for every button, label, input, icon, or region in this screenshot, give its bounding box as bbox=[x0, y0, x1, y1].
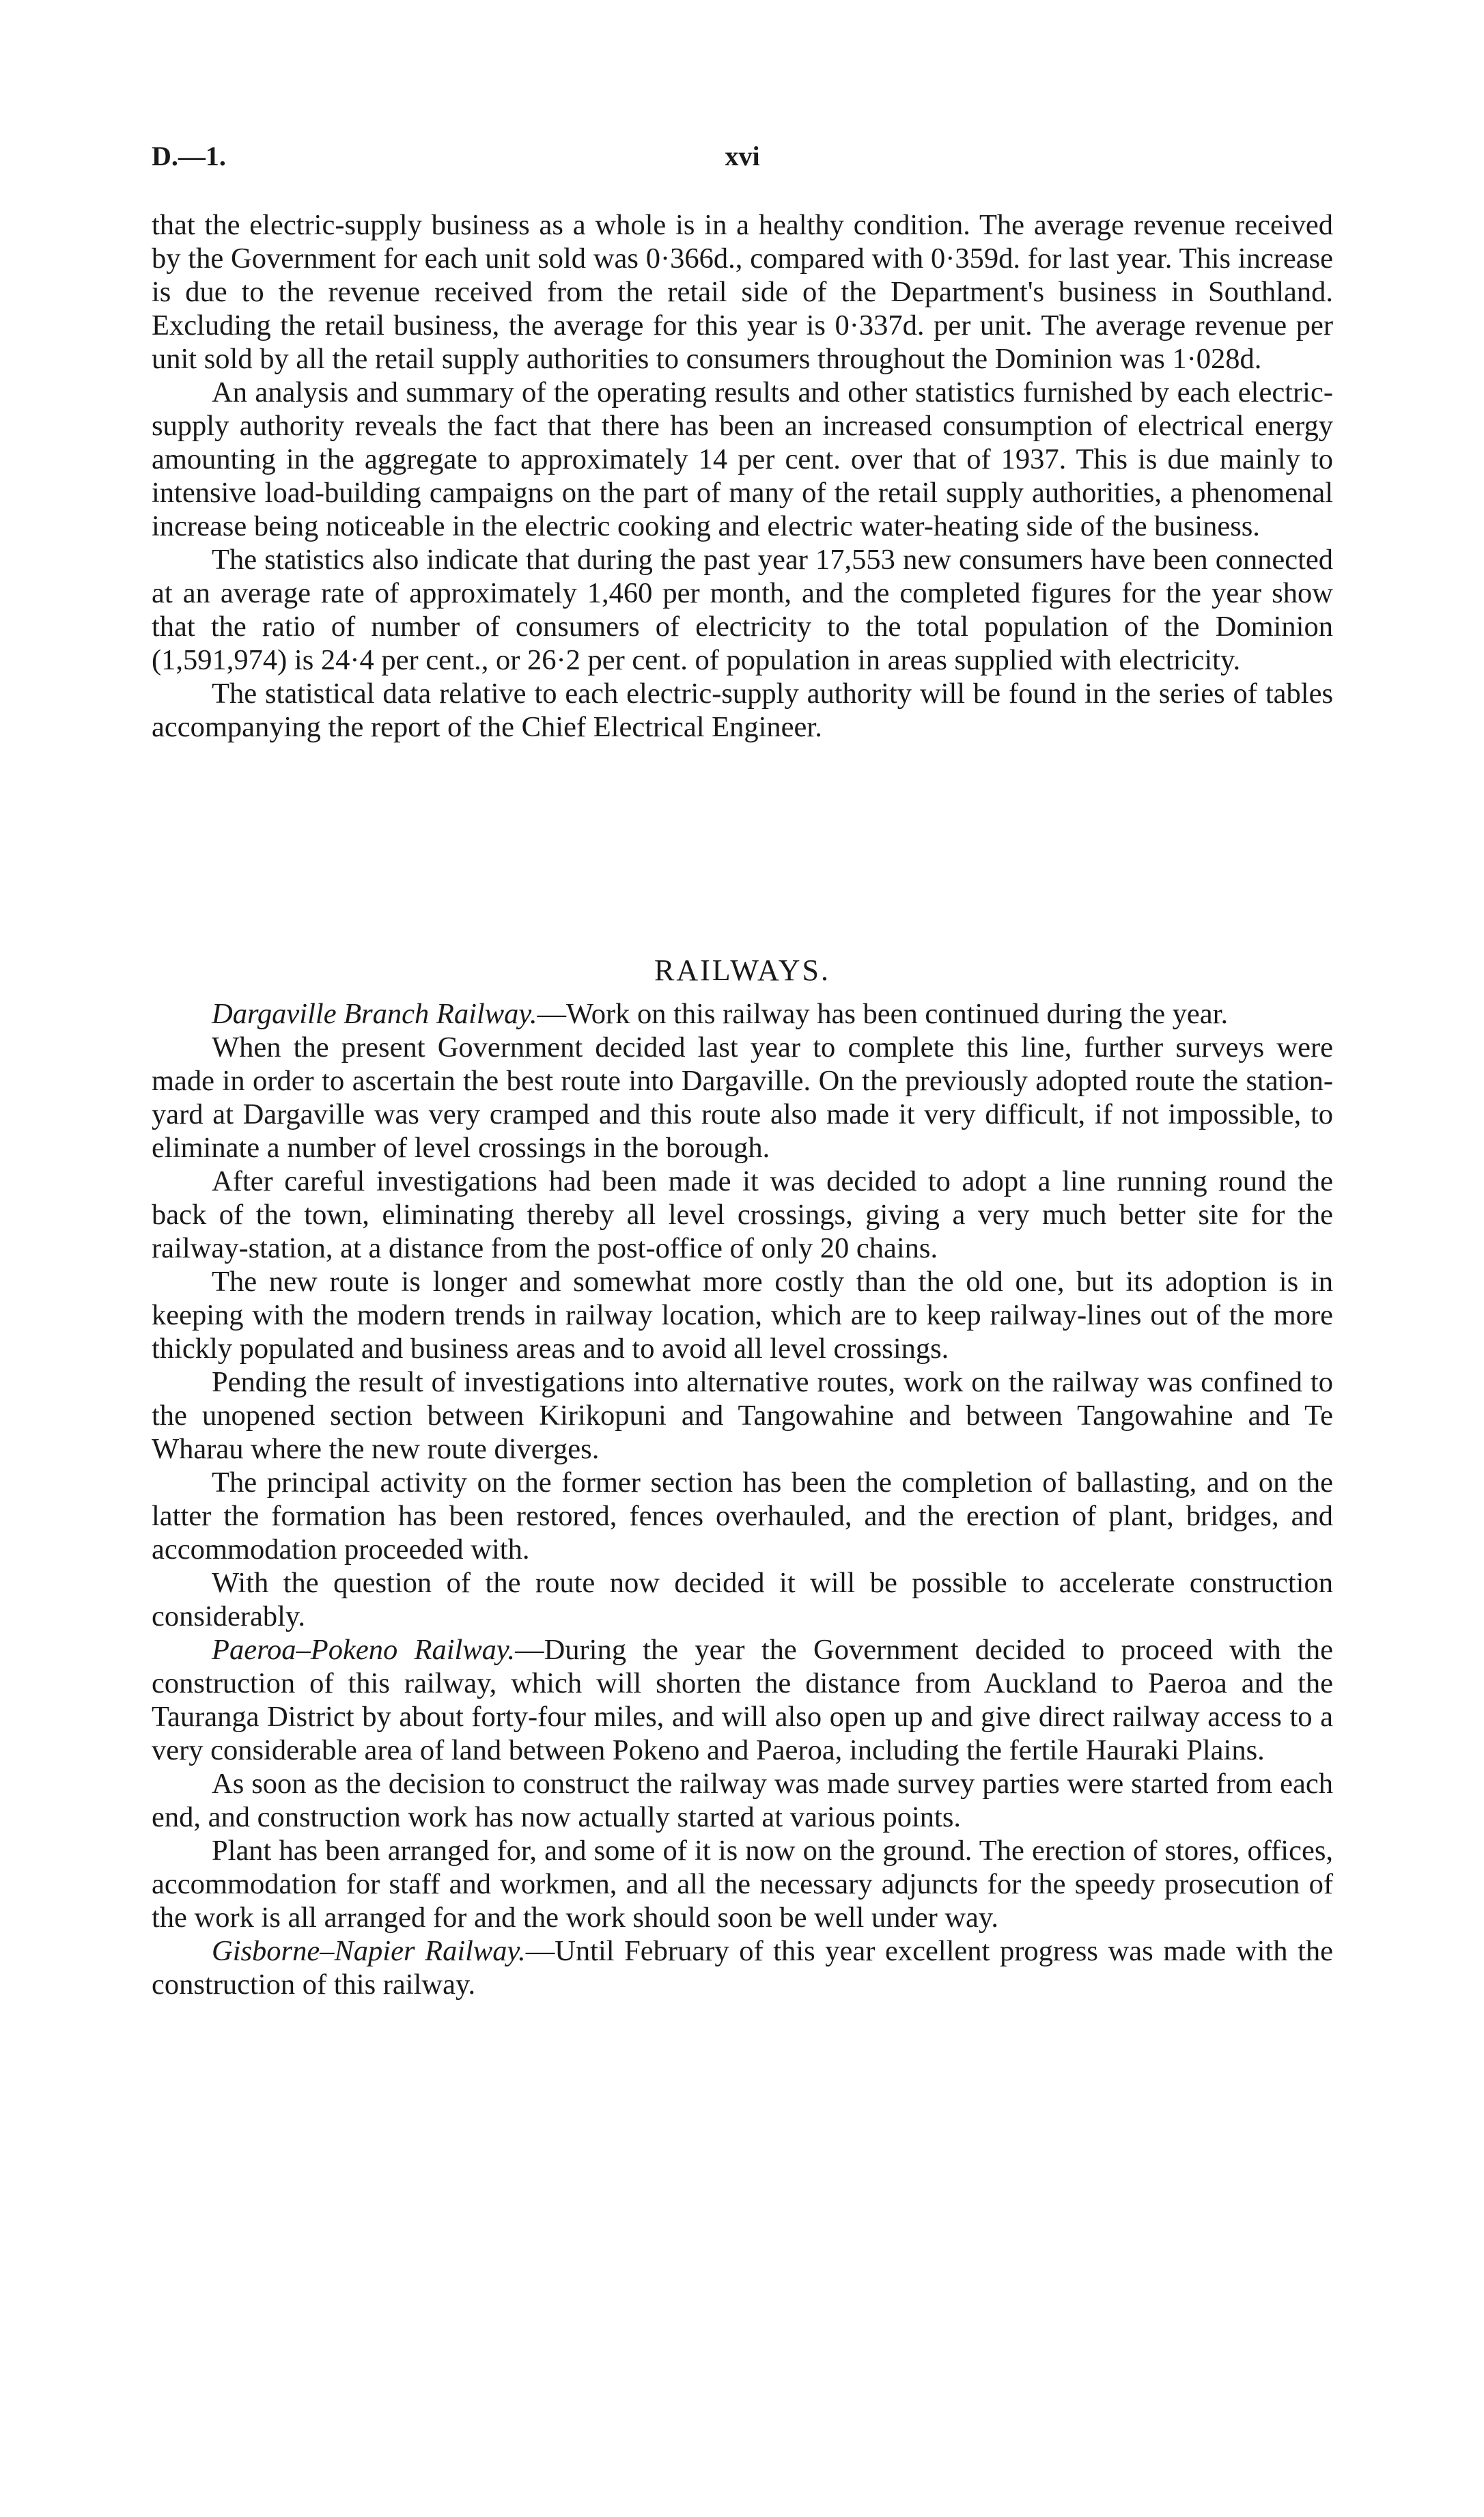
paragraph bbox=[152, 997, 1333, 1031]
paragraph: After careful investigations had been made it was decided to adopt a line running round the back of the town, eliminating thereby all level crossings, giving a very much better site for the railway-station, at a distance from the post-office of only 20 chains. bbox=[152, 1165, 1333, 1264]
run-in-heading: Gisborne–Napier Railway. bbox=[212, 1935, 526, 1967]
paragraph: An analysis and summary of the operating results and other statistics furnished by each electric-supply authority reveals the fact that there has been an increased consumption of electrical energy amounting in the aggregate to approximately 14 per cent. over that of 1937. This is due mainly to intensive load-building campaigns on the part of many of the retail supply authorities, a phenomenal increase being noticeable in the electric cooking and electric water-heating side of the business. bbox=[152, 376, 1333, 542]
section-heading: RAILWAYS. bbox=[654, 954, 831, 987]
paragraph: The principal activity on the former section has been the completion of ballasting, and on the latter the formation has been restored, fences overhauled, and the erection of plant, bridges, and accommodation proceeded with. bbox=[152, 1466, 1333, 1566]
paragraph-text: —During the year the Government decided to proceed with the construction of this railway, which will shorten the distance from Auckland to Paeroa and the Tauranga District by about forty-four miles, and will also open up and give direct railway access to a very considerable area of land between Pokeno and Paeroa, including the fertile Hauraki Plains. bbox=[152, 1634, 1333, 1766]
run-in-heading: Dargaville Branch Railway. bbox=[212, 998, 537, 1030]
paragraph: As soon as the decision to construct the railway was made survey parties were started from each end, and construction work has now actually started at various points. bbox=[152, 1768, 1333, 1833]
railways-section bbox=[152, 997, 1333, 2001]
paragraph: Plant has been arranged for, and some of it is now on the ground. The erection of stores, offices, accommodation for staff and workmen, and all the necessary adjuncts for the speedy prosecution of the work is all arranged for and the work should soon be well under way. bbox=[152, 1835, 1333, 1934]
paragraph: The statistical data relative to each electric-supply authority will be found in the series of tables accompanying the report of the Chief Electrical Engineer. bbox=[152, 678, 1333, 743]
paragraph: that the electric-supply business as a whole is in a healthy condition. The average revenue received by the Government for each unit sold was 0·366d., compared with 0·359d. for last year. This increase is due to the revenue received from the retail side of the Department's business in Southland. Excluding the retail business, the average for this year is 0·337d. per unit. The average revenue per unit sold by all the retail supply authorities to consumers throughout the Dominion was 1·028d. bbox=[152, 209, 1333, 375]
document-code: D.—1. bbox=[152, 141, 226, 171]
paragraph: Pending the result of investigations into alternative routes, work on the railway was confined to the unopened section between Kirikopuni and Tangowahine and between Tangowahine and Te Wharau where the new route diverges. bbox=[152, 1366, 1333, 1465]
paragraph: The new route is longer and somewhat more costly than the old one, but its adoption is in keeping with the modern trends in railway location, which are to keep railway-lines out of the more thickly populated and business areas and to avoid all level crossings. bbox=[152, 1266, 1333, 1365]
run-in-heading: Paeroa–Pokeno Railway. bbox=[212, 1634, 516, 1666]
electric-supply-section bbox=[152, 208, 1333, 744]
paragraph bbox=[152, 1633, 1333, 1767]
paragraph: With the question of the route now decided it will be possible to accelerate construction considerably. bbox=[152, 1567, 1333, 1632]
page-number: xvi bbox=[725, 141, 760, 171]
paragraph-text: —Until February of this year excellent progress was made with the construction of this railway. bbox=[152, 1935, 1333, 2001]
paragraph: When the present Government decided last year to complete this line, further surveys were made in order to ascertain the best route into Dargaville. On the previously adopted route the station-yard at Dargaville was very cramped and this route also made it very difficult, if not impossible, to eliminate a number of level crossings in the borough. bbox=[152, 1031, 1333, 1164]
running-head bbox=[152, 140, 1333, 181]
paragraph: The statistics also indicate that during the past year 17,553 new consumers have been connected at an average rate of approximately 1,460 per month, and the completed figures for the year show that the ratio of number of consumers of electricity to the total population of the Dominion (1,591,974) is 24·4 per cent., or 26·2 per cent. of population in areas supplied with electricity. bbox=[152, 544, 1333, 676]
paragraph bbox=[152, 1934, 1333, 2001]
paragraph-text: —Work on this railway has been continued during the year. bbox=[537, 998, 1229, 1030]
